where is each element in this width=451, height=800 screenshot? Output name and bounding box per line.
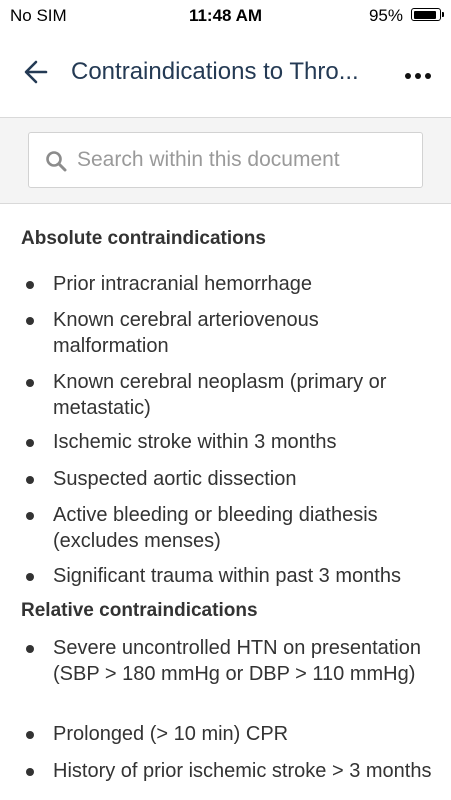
section-heading-relative: Relative contraindications [21, 600, 258, 621]
search-input[interactable] [77, 141, 407, 179]
carrier-label: No SIM [10, 6, 67, 25]
clock: 11:48 AM [188, 6, 263, 25]
back-arrow-icon [20, 56, 52, 88]
battery-level-fill [414, 11, 437, 19]
more-options-icon [405, 73, 411, 79]
more-options-icon [425, 73, 431, 79]
list-item: Known cerebral neoplasm (primary or metastatic) [53, 369, 433, 421]
status-bar [0, 0, 451, 30]
list-item: Significant trauma within past 3 months [53, 563, 433, 589]
search-bar-container [0, 118, 451, 204]
list-item: Active bleeding or bleeding diathesis (excludes menses) [53, 502, 433, 554]
list-item: Prior intracranial hemorrhage [53, 271, 433, 297]
search-box[interactable] [28, 132, 423, 188]
search-icon [45, 150, 67, 172]
back-button[interactable] [20, 56, 52, 88]
navigation-bar [0, 30, 451, 118]
list-item: Prolonged (> 10 min) CPR [53, 721, 433, 747]
section-heading-absolute: Absolute contraindications [21, 228, 266, 249]
page-title: Contraindications to Thro... [71, 58, 359, 85]
battery-tip [442, 12, 445, 17]
battery-icon [411, 8, 441, 21]
battery-percentage: 95% [368, 6, 403, 25]
list-item: Suspected aortic dissection [53, 466, 433, 492]
list-item: Known cerebral arteriovenous malformation [53, 307, 433, 359]
more-options-button[interactable] [403, 65, 433, 85]
list-item: Severe uncontrolled HTN on presentation (SBP > 180 mmHg or DBP > 110 mmHg) [53, 635, 433, 687]
list-item: Ischemic stroke within 3 months [53, 429, 433, 455]
more-options-icon [415, 73, 421, 79]
list-item: History of prior ischemic stroke > 3 months [53, 760, 432, 782]
